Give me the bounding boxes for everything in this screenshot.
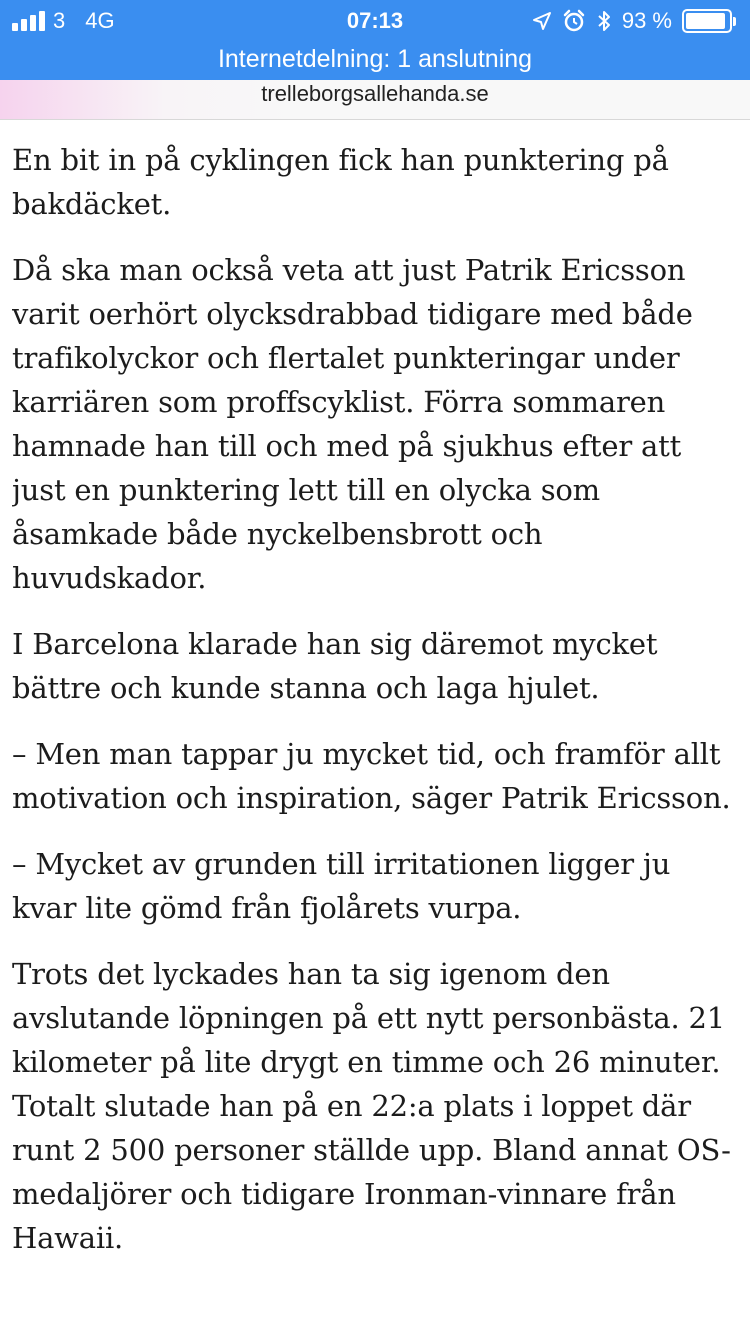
article-paragraph: I Barcelona klarade han sig däremot mycket bättre och kunde stanna och laga hjulet.	[12, 627, 658, 705]
article-paragraph: En bit in på cyklingen fick han punktering på bakdäcket.	[12, 143, 669, 221]
status-time: 07:13	[346, 8, 404, 33]
address-bar[interactable]: trelleborgsallehanda.se	[0, 80, 750, 120]
status-right	[532, 7, 736, 35]
alarm-icon	[562, 9, 586, 33]
carrier-name: 3	[53, 8, 66, 33]
article-paragraph: – Men man tappar ju mycket tid, och framför allt motivation och inspiration, säger Patrik Ericsson.	[12, 737, 731, 815]
personal-hotspot-banner[interactable]: Internetdelning: 1 anslutning	[0, 40, 750, 80]
bluetooth-icon	[596, 9, 612, 33]
article-body	[12, 120, 742, 1334]
location-arrow-icon	[532, 11, 552, 31]
network-type: 4G	[85, 8, 115, 33]
article-paragraph: Trots det lyckades han ta sig igenom den avslutande löpningen på ett nytt personbästa. 21 kilometer på lite drygt en timme och 26 minuter. Totalt slutade han på en 22:a plats i loppet där runt 2 500 personer ställde upp. Bland annat OS-medaljörer och tidigare Ironman-vinnare från Hawaii.	[12, 957, 731, 1255]
battery-icon	[682, 9, 736, 33]
article-paragraph: Då ska man också veta att just Patrik Ericsson varit oerhört olycksdrabbad tidigare med både trafikolyckor och flertalet punkteringar under karriären som proffscyklist. Förra sommaren hamnade han till och med på sjukhus efter att just en punktering lett till en olycka som åsamkade både nyckelbensbrott och huvudskador.	[12, 253, 693, 595]
status-bar	[0, 0, 750, 40]
battery-percent: 93 %	[621, 8, 672, 33]
article-paragraph: – Mycket av grunden till irritationen ligger ju kvar lite gömd från fjolårets vurpa.	[12, 847, 671, 925]
